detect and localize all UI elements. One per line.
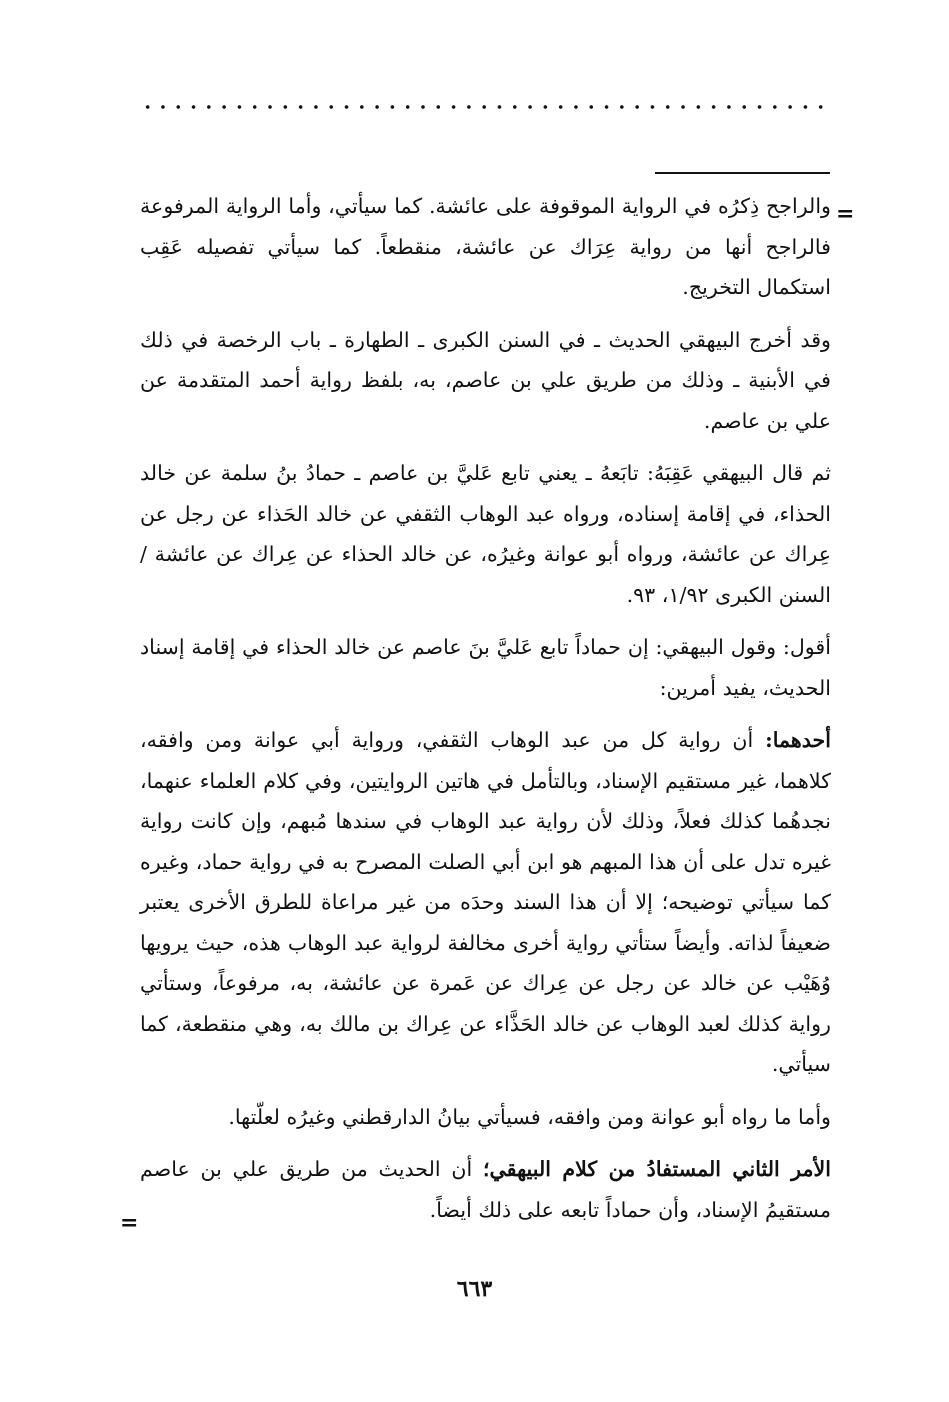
paragraph-7-text: أن الحديث من طريق علي بن عاصم مستقيمُ الإسناد، وأن حماداً تابعه على ذلك أيضاً. bbox=[140, 1157, 831, 1222]
continuation-mark-bottom: = bbox=[120, 1210, 139, 1236]
paragraph-2 bbox=[140, 320, 831, 442]
paragraph-5-lead: أحدهما: bbox=[765, 728, 831, 752]
paragraph-2-text: وقد أخرج البيهقي الحديث ـ في السنن الكبرى ـ الطهارة ـ باب الرخصة في ذلك في الأبنية ـ وذلك من طريق علي بن عاصم، به، بلفظ رواية أحمد المتقدمة عن علي بن عاصم. bbox=[140, 327, 831, 433]
paragraph-4-text: أقول: وقول البيهقي: إن حماداً تابع عَليَّ بنَ عاصم عن خالد الحذاء في إقامة إسناد الحديث، يفيد أمرين: bbox=[140, 635, 831, 700]
paragraph-5 bbox=[140, 720, 831, 1085]
dotted-header-line bbox=[140, 100, 830, 114]
paragraph-6-text: وأما ما رواه أبو عوانة ومن وافقه، فسيأتي بيانُ الدارقطني وغيرُه لعلّتها. bbox=[228, 1104, 831, 1129]
footnote-text-block bbox=[140, 186, 831, 1242]
paragraph-7-lead: الأمر الثاني المستفادُ من كلام البيهقي؛ bbox=[482, 1157, 831, 1181]
paragraph-4 bbox=[140, 627, 831, 708]
paragraph-1 bbox=[140, 186, 831, 308]
page-number: ٦٦٣ bbox=[456, 1276, 493, 1302]
paragraph-3-text: ثم قال البيهقي عَقِبَهُ: تابَعهُ ـ يعني تابع عَليَّ بن عاصم ـ حمادُ بنُ سلمة عن خالد الحذاء، في إقامة إسناده، ورواه عبد الوهاب الثقفي عن خالد الحَذاء عن رجل عن عِراك عن عائشة، ورواه أبو عوانة وغيرُه، عن خالد الحذاء عن عِراك عن عائشة / السنن الكبرى ١/٩٢، ٩٣. bbox=[140, 461, 831, 607]
paragraph-6 bbox=[140, 1097, 831, 1138]
paragraph-3 bbox=[140, 453, 831, 615]
continuation-mark-top: = bbox=[836, 201, 855, 227]
paragraph-7 bbox=[140, 1149, 831, 1230]
paragraph-1-text: والراجح ذِكرُه في الرواية الموقوفة على عائشة. كما سيأتي، وأما الرواية المرفوعة فالراجح أنها من رواية عِرَاك عن عائشة، منقطعاً. كما سيأتي تفصيله عَقِب استكمال التخريج. bbox=[140, 194, 831, 299]
paragraph-5-text: أن رواية كل من عبد الوهاب الثقفي، ورواية أبي عوانة ومن وافقه، كلاهما، غير مستقيم الإسناد، وبالتأمل في هاتين الروايتين، وفي كلام العلماء عنهما، نجدهُما كذلك فعلاً، وذلك لأن رواية عبد الوهاب في سندها مُبهم، وإن كانت رواية غيره تدل على أن هذا المبهم هو ابن أبي الصلت المصرح به في رواية حماد، وغيره كما سيأتي توضيحه؛ إلا أن هذا السند وحدَه من غير مراعاة للطرق الأخرى يعتبر ضعيفاً لذاته. وأيضاً ستأتي رواية أخرى مخالفة لرواية عبد الوهاب هذه، حيث يرويها وُهَيْب عن خالد عن رجل عن عِراك عن عَمرة عن عائشة، به، مرفوعاً، وستأتي رواية كذلك لعبد الوهاب عن خالد الحَذَّاء عن عِراك بن مالك به، وهي منقطعة، كما سيأتي. bbox=[140, 728, 831, 1076]
footnote-separator-rule bbox=[655, 172, 830, 174]
